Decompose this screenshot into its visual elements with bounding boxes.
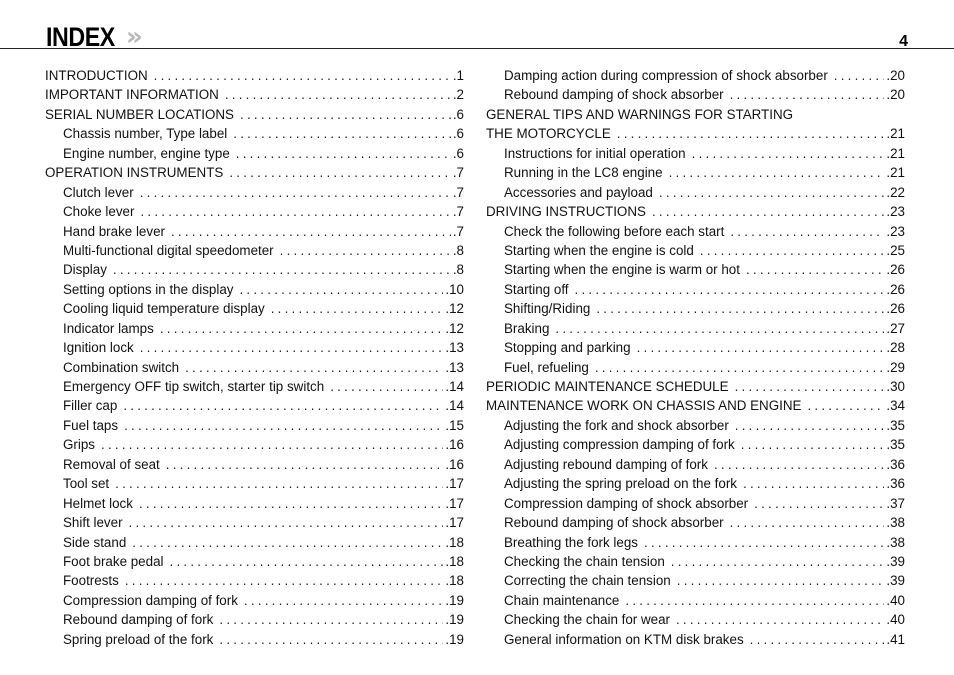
dot-leader (244, 591, 443, 610)
index-entry-page: .18 (445, 573, 464, 589)
index-entry[interactable] (45, 183, 464, 202)
index-entry[interactable] (45, 455, 464, 474)
index-entry-page: .6 (452, 106, 464, 122)
index-entry-label: Check the following before each start (504, 223, 725, 239)
index-entry-page: .7 (452, 165, 464, 181)
dot-leader (113, 260, 451, 279)
index-entry[interactable] (45, 241, 464, 260)
dot-leader (555, 319, 884, 338)
index-entry-page: .17 (445, 476, 464, 492)
index-entry-page: .15 (445, 417, 464, 433)
index-entry-page: .34 (886, 398, 905, 414)
index-entry-label: Chain maintenance (504, 592, 620, 608)
index-entry[interactable] (486, 299, 905, 318)
index-entry-label: DRIVING INSTRUCTIONS (486, 204, 646, 220)
index-entry-page: .39 (886, 573, 905, 589)
dot-leader (659, 183, 885, 202)
index-entry-page: .21 (886, 165, 905, 181)
dot-leader (676, 610, 884, 629)
index-entry-page: .19 (445, 631, 464, 647)
index-entry-page: .21 (886, 145, 905, 161)
index-entry[interactable] (45, 630, 464, 649)
index-entry-label: Shift lever (63, 515, 123, 531)
index-entry-label: Running in the LC8 engine (504, 165, 663, 181)
index-entry-page: .39 (886, 553, 905, 569)
dot-leader (185, 358, 443, 377)
index-entry-label: Chassis number, Type label (63, 126, 228, 142)
index-entry-label: Stopping and parking (504, 340, 631, 356)
dot-leader (132, 533, 443, 552)
index-entry-page: .36 (886, 476, 905, 492)
index-entry-label: Engine number, engine type (63, 145, 230, 161)
index-entry-label: Grips (63, 437, 95, 453)
index-entry[interactable] (45, 338, 464, 357)
index-entry[interactable] (45, 299, 464, 318)
dot-leader (644, 533, 884, 552)
index-entry[interactable] (45, 552, 464, 571)
index-column-left (45, 66, 464, 649)
index-entry-label: Spring preload of the fork (63, 631, 214, 647)
index-entry[interactable] (486, 474, 905, 493)
index-entry-page: .19 (445, 612, 464, 628)
index-entry-page: .28 (886, 340, 905, 356)
dot-leader (754, 494, 884, 513)
index-entry[interactable] (45, 202, 464, 221)
dot-leader (743, 474, 884, 493)
index-entry-page: .23 (886, 204, 905, 220)
dot-leader (239, 280, 443, 299)
index-entry[interactable] (45, 474, 464, 493)
index-entry[interactable] (45, 105, 464, 124)
index-entry-page: .26 (886, 281, 905, 297)
index-entry-page: .12 (445, 301, 464, 317)
index-entry-label: MAINTENANCE WORK ON CHASSIS AND ENGINE (486, 398, 802, 414)
index-entry-label: Ignition lock (63, 340, 134, 356)
index-entry[interactable] (486, 319, 905, 338)
index-entry-label: GENERAL TIPS AND WARNINGS FOR STARTING (486, 106, 794, 122)
dot-leader (171, 222, 451, 241)
index-entry-label: Adjusting the spring preload on the fork (504, 476, 737, 492)
index-entry[interactable] (45, 494, 464, 513)
index-entry-label: Rebound damping of shock absorber (504, 515, 724, 531)
index-entry[interactable] (486, 513, 905, 532)
index-entry-page: .35 (886, 437, 905, 453)
index-entry[interactable] (45, 280, 464, 299)
dot-leader (240, 105, 451, 124)
index-entry[interactable] (486, 455, 905, 474)
dot-leader (166, 455, 444, 474)
index-entry-page: .18 (445, 553, 464, 569)
dot-leader (139, 494, 443, 513)
dot-leader (596, 299, 884, 318)
index-entry-label: Starting off (504, 281, 569, 297)
index-entry[interactable] (486, 435, 905, 454)
dot-leader (746, 260, 884, 279)
index-entry[interactable] (486, 202, 905, 221)
dot-leader (575, 280, 885, 299)
index-entry-page: .36 (886, 456, 905, 472)
dot-leader (625, 591, 884, 610)
index-entry[interactable] (45, 571, 464, 590)
index-entry-label: Emergency OFF tip switch, starter tip switch (63, 379, 325, 394)
index-entry-label: Choke lever (63, 204, 135, 220)
dot-leader (692, 144, 885, 163)
index-entry-label: IMPORTANT INFORMATION (45, 87, 219, 103)
index-entry-page: .30 (886, 379, 905, 394)
index-entry-label: Starting when the engine is cold (504, 242, 694, 258)
dot-leader (595, 358, 885, 377)
dot-leader (219, 610, 443, 629)
page-number: 4 (899, 33, 908, 50)
dot-leader (170, 552, 444, 571)
index-entry-label: Accessories and payload (504, 184, 653, 200)
dot-leader (101, 435, 443, 454)
index-entry-page: .14 (445, 379, 464, 394)
dot-leader (741, 435, 885, 454)
index-entry[interactable] (45, 222, 464, 241)
dot-leader (750, 630, 885, 649)
index-entry-page: .16 (445, 456, 464, 472)
index-entry[interactable] (486, 105, 905, 124)
index-entry[interactable] (486, 591, 905, 610)
dot-leader (677, 571, 885, 590)
index-entry[interactable] (45, 144, 464, 163)
index-entry[interactable] (486, 396, 905, 415)
index-entry-label: Adjusting rebound damping of fork (504, 456, 708, 472)
dot-leader (637, 338, 885, 357)
index-entry-label: Multi-functional digital speedometer (63, 242, 274, 258)
index-entry-page: .6 (452, 145, 464, 161)
index-entry[interactable] (486, 416, 905, 435)
dot-leader (124, 416, 443, 435)
dot-leader (735, 377, 885, 396)
index-entry[interactable] (45, 610, 464, 629)
index-entry-page: .26 (886, 262, 905, 278)
index-entry-label: Instructions for initial operation (504, 145, 686, 161)
index-entry[interactable] (486, 610, 905, 629)
index-entry-page: .13 (445, 359, 464, 375)
index-entry[interactable] (486, 260, 905, 279)
index-entry[interactable] (45, 416, 464, 435)
index-entry-page: .41 (886, 631, 905, 647)
index-entry[interactable] (486, 124, 905, 143)
index-entry-label: Filler cap (63, 398, 118, 414)
index-entry-page: .25 (886, 242, 905, 258)
dot-leader (219, 630, 443, 649)
index-entry-label: Adjusting compression damping of fork (504, 437, 735, 453)
index-entry-label: Helmet lock (63, 495, 133, 511)
index-column-right (486, 66, 905, 649)
index-entry-page: .13 (445, 340, 464, 356)
index-entry[interactable] (45, 435, 464, 454)
index-entry-label: Braking (504, 320, 550, 336)
index-entry-label: Compression damping of shock absorber (504, 495, 749, 511)
index-entry[interactable] (486, 144, 905, 163)
index-entry-page: .8 (452, 262, 464, 278)
index-entry-label: Adjusting the fork and shock absorber (504, 417, 729, 433)
dot-leader (129, 513, 444, 532)
dot-leader (225, 85, 451, 104)
index-entry[interactable] (45, 396, 464, 415)
index-entry[interactable] (45, 260, 464, 279)
index-entry-label: OPERATION INSTRUMENTS (45, 165, 224, 181)
dot-leader (652, 202, 884, 221)
dot-leader (700, 241, 885, 260)
index-entry-page: .40 (886, 592, 905, 608)
index-entry-label: Combination switch (63, 359, 180, 375)
index-entry-page: .1 (452, 68, 464, 83)
dot-leader (125, 571, 444, 590)
dot-leader (834, 66, 885, 85)
index-entry-label: Display (63, 262, 107, 278)
index-entry-label: Correcting the chain tension (504, 573, 671, 589)
index-entry-label: Clutch lever (63, 184, 134, 200)
index-entry-label: Fuel, refueling (504, 359, 589, 375)
index-entry-page: .21 (886, 126, 905, 142)
index-entry[interactable] (486, 183, 905, 202)
dot-leader (229, 163, 451, 182)
index-entry-page: .10 (445, 281, 464, 297)
dot-leader (617, 124, 885, 143)
dot-leader (730, 85, 885, 104)
index-entry-label: Removal of seat (63, 456, 160, 472)
index-entry[interactable] (45, 377, 464, 396)
index-entry-label: Starting when the engine is warm or hot (504, 262, 740, 278)
index-entry-page: .18 (445, 534, 464, 550)
dot-leader (735, 416, 885, 435)
index-entry-page: .19 (445, 592, 464, 608)
index-entry-page: .38 (886, 534, 905, 550)
index-entry-label: Tool set (63, 476, 110, 492)
index-entry-label: Cooling liquid temperature display (63, 301, 265, 317)
dot-leader (280, 241, 451, 260)
index-entry-page: .26 (886, 301, 905, 317)
index-entry-page: .2 (452, 87, 464, 103)
index-entry-label: Compression damping of fork (63, 592, 238, 608)
dot-leader (140, 183, 451, 202)
index-entry[interactable] (486, 85, 905, 104)
index-entry-page: .40 (886, 612, 905, 628)
index-entry-page: .7 (452, 204, 464, 220)
dot-leader (671, 552, 885, 571)
dot-leader (140, 338, 444, 357)
index-entry[interactable] (486, 552, 905, 571)
dot-leader (730, 222, 884, 241)
index-entry[interactable] (486, 338, 905, 357)
index-entry-label: Foot brake pedal (63, 553, 164, 569)
index-entry-label: PERIODIC MAINTENANCE SCHEDULE (486, 379, 729, 394)
index-entry[interactable] (486, 630, 905, 649)
index-entry[interactable] (486, 377, 905, 396)
double-chevron-icon: » (126, 22, 143, 52)
index-entry-label: Hand brake lever (63, 223, 165, 239)
index-entry-page: .38 (886, 515, 905, 531)
index-entry-label: SERIAL NUMBER LOCATIONS (45, 106, 234, 122)
index-entry-page: .20 (886, 87, 905, 103)
index-entry-label: Rebound damping of fork (63, 612, 214, 628)
index-entry-page: .37 (886, 495, 905, 511)
header-divider (0, 48, 954, 49)
index-entry-label: Breathing the fork legs (504, 534, 638, 550)
index-entry-page: .17 (445, 515, 464, 531)
index-entry-label: Shifting/Riding (504, 301, 591, 317)
index-entry[interactable] (486, 358, 905, 377)
index-entry-page: .6 (452, 126, 464, 142)
index-entry[interactable] (45, 513, 464, 532)
index-entry-label: Checking the chain for wear (504, 612, 670, 628)
index-entry[interactable] (486, 571, 905, 590)
dot-leader (123, 396, 443, 415)
dot-leader (714, 455, 884, 474)
index-entry-label: Fuel taps (63, 417, 119, 433)
dot-leader (236, 144, 451, 163)
index-entry[interactable] (45, 85, 464, 104)
index-entry[interactable] (45, 124, 464, 143)
dot-leader (271, 299, 444, 318)
index-entry-page: .12 (445, 320, 464, 336)
index-entry[interactable] (45, 163, 464, 182)
index-entry[interactable] (45, 533, 464, 552)
index-entry-page: .22 (886, 184, 905, 200)
index-entry-page: .17 (445, 495, 464, 511)
index-entry-label: Damping action during compression of shock absorber (504, 68, 828, 83)
index-entry-page: .23 (886, 223, 905, 239)
index-entry-label: Footrests (63, 573, 119, 589)
index-entry-label: General information on KTM disk brakes (504, 631, 744, 647)
index-entry[interactable] (45, 591, 464, 610)
index-entry-label: THE MOTORCYCLE (486, 126, 611, 142)
index-entry-label: Setting options in the display (63, 281, 234, 297)
index-entry-page: .16 (445, 437, 464, 453)
index-entry-page: .7 (452, 223, 464, 239)
index-entry[interactable] (486, 533, 905, 552)
dot-leader (160, 319, 444, 338)
index-entry[interactable] (45, 358, 464, 377)
dot-leader (154, 66, 451, 85)
index-entry[interactable] (486, 163, 905, 182)
index-entry[interactable] (486, 280, 905, 299)
index-entry[interactable] (45, 66, 464, 85)
index-entry[interactable] (486, 241, 905, 260)
dot-leader (669, 163, 885, 182)
index-entry-page: .29 (886, 359, 905, 375)
dot-leader (730, 513, 885, 532)
index-entry-label: Checking the chain tension (504, 553, 665, 569)
index-entry-page: .14 (445, 398, 464, 414)
index-entry-page: .27 (886, 320, 905, 336)
index-entry-label: Indicator lamps (63, 320, 154, 336)
index-entry-page: .7 (452, 184, 464, 200)
index-entry[interactable] (45, 319, 464, 338)
index-entry-label: Side stand (63, 534, 127, 550)
dot-leader (140, 202, 450, 221)
dot-leader (233, 124, 451, 143)
index-entry[interactable] (486, 222, 905, 241)
index-entry-label: INTRODUCTION (45, 68, 148, 83)
index-entry-label: Rebound damping of shock absorber (504, 87, 724, 103)
index-entry[interactable] (486, 494, 905, 513)
dot-leader (807, 396, 884, 415)
page-header (0, 0, 954, 50)
index-entry-page: .20 (886, 68, 905, 83)
page-title: INDEX (46, 22, 115, 52)
dot-leader (330, 377, 443, 396)
index-entry-page: .35 (886, 417, 905, 433)
index-entry[interactable] (486, 66, 905, 85)
index-entry-page: .8 (452, 242, 464, 258)
dot-leader (115, 474, 443, 493)
